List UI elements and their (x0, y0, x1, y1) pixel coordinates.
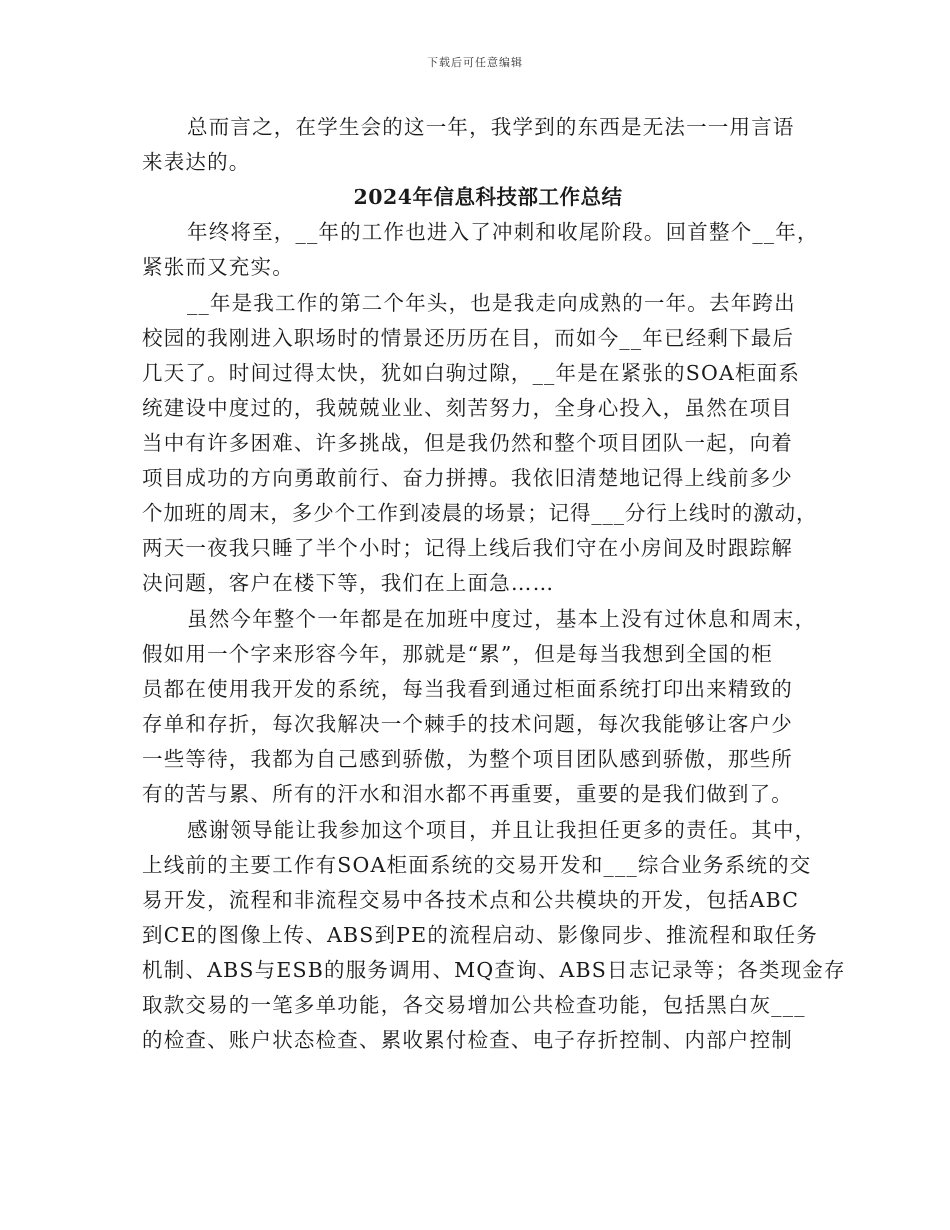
text-line: 的检查、账户状态检查、累收累付检查、电子存折控制、内部户控制 (142, 1028, 793, 1052)
text-line: 两天一夜我只睡了半个小时；记得上线后我们守在小房间及时跟踪解 (142, 536, 793, 560)
text-line: 统建设中度过的，我兢兢业业、刻苦努力，全身心投入，虽然在项目 (142, 396, 793, 420)
text-line: 机制、ABS与ESB的服务调用、MQ查询、ABS日志记录等；各类现金存 (142, 958, 846, 982)
text-line: 员都在使用我开发的系统，每当我看到通过柜面系统打印出来精致的 (142, 677, 793, 701)
text-line: 感谢领导能让我参加这个项目，并且让我担任更多的责任。其中， (187, 818, 817, 842)
document-body (142, 110, 846, 1058)
text-line: 到CE的图像上传、ABS到PE的流程启动、影像同步、推流程和取任务 (142, 923, 818, 947)
text-line: 决问题，客户在楼下等，我们在上面急…… (142, 571, 555, 595)
text-line: 校园的我刚进入职场时的情景还历历在目，而如今__年已经剩下最后 (142, 326, 795, 350)
text-line: 虽然今年整个一年都是在加班中度过，基本上没有过休息和周末， (187, 607, 817, 631)
text-line: 项目成功的方向勇敢前行、奋力拼搏。我依旧清楚地记得上线前多少 (142, 466, 793, 490)
text-line: __年是我工作的第二个年头，也是我走向成熟的一年。去年跨出 (187, 291, 796, 315)
text-line: 易开发，流程和非流程交易中各技术点和公共模块的开发，包括ABC (142, 888, 800, 912)
text-line: 几天了。时间过得太快，犹如白驹过隙，__年是在紧张的SOA柜面系 (142, 361, 801, 385)
text-line: 总而言之，在学生会的这一年，我学到的东西是无法一一用言语 (187, 115, 795, 139)
text-line: 存单和存折，每次我解决一个棘手的技术问题，每次我能够让客户少 (142, 712, 793, 736)
text-line: 年终将至，__年的工作也进入了冲刺和收尾阶段。回首整个__年， (187, 220, 819, 244)
text-line: 有的苦与累、所有的汗水和泪水都不再重要，重要的是我们做到了。 (142, 782, 793, 806)
page-header-note: 下载后可任意编辑 (427, 56, 523, 69)
text-line: 个加班的周末，多少个工作到凌晨的场景；记得___分行上线时的激动， (142, 501, 818, 525)
text-line: 来表达的。 (142, 150, 251, 174)
text-line: 当中有许多困难、许多挑战，但是我仍然和整个项目团队一起，向着 (142, 431, 793, 455)
text-line: 假如用一个字来形容今年，那就是“累”，但是每当我想到全国的柜 (142, 642, 773, 666)
text-line: 取款交易的一笔多单功能，各交易增加公共检查功能，包括黑白灰___ (142, 993, 806, 1017)
text-line: 紧张而又充实。 (142, 255, 294, 279)
text-line: 一些等待，我都为自己感到骄傲，为整个项目团队感到骄傲，那些所 (142, 747, 793, 771)
text-line: 上线前的主要工作有SOA柜面系统的交易开发和___综合业务系统的交 (142, 853, 812, 877)
document-title: 2024年信息科技部工作总结 (353, 185, 623, 209)
